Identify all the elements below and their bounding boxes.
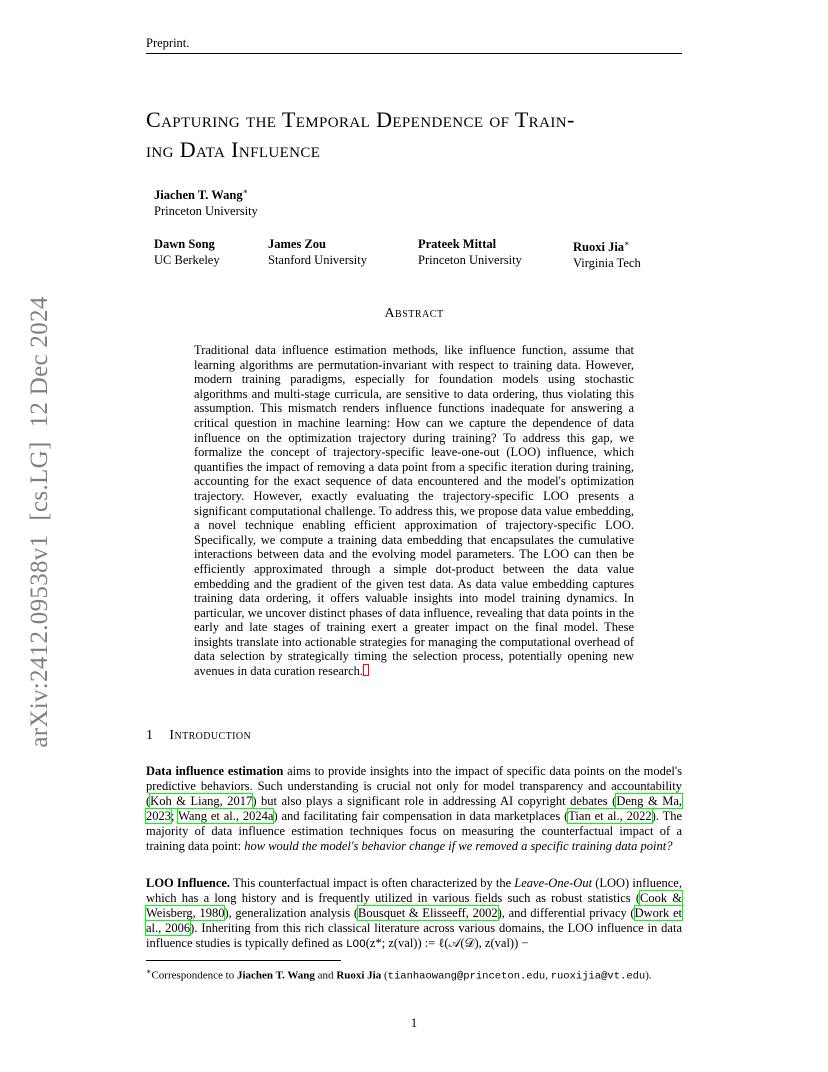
- author-block-first: [154, 184, 258, 219]
- email-link[interactable]: ruoxijia@vt.edu: [550, 970, 646, 983]
- arxiv-stamp: [26, 289, 54, 754]
- citation-link[interactable]: Koh & Liang, 2017: [150, 794, 253, 808]
- author-block: [268, 236, 367, 268]
- author-name: Ruoxi Jia: [573, 240, 625, 255]
- running-head: Preprint.: [146, 36, 190, 50]
- text-run: This counterfactual impact is often characterized by the: [230, 876, 515, 890]
- arxiv-date: 12 Dec 2024: [26, 296, 53, 428]
- text-run: ). The majority of data influence estimation techniques focus on measuring the counterfactual impact of a training data point:: [146, 809, 682, 853]
- author-block: [418, 236, 522, 268]
- italic-term: Leave-One-Out: [514, 876, 593, 890]
- footnote: [146, 965, 682, 984]
- abstract-body: Traditional data influence estimation methods, like influence function, assume that learning algorithms are permutation-invariant with respect to training data. However, modern training paradigms, especially for foundation models using stochastic algorithms and multi-stage curricula, are sensitive to data ordering, thus violating this assumption. This mismatch renders influence functions inadequate for answering a critical question in machine learning: How can we capture the dependence of data influence on the optimization trajectory during training? To address this gap, we formalize the concept of trajectory-specific leave-one-out (LOO) influence, which quantifies the impact of removing a data point from a specific iteration during training, accounting for the exact sequence of data encountered and the model's optimization trajectory. However, exactly evaluating the trajectory-specific LOO presents a significant computational challenge. To address this, we propose data value embedding, a novel technique enabling efficient approximation of trajectory-specific LOO. Specifically, we compute a training data embedding that encapsulates the cumulative interactions between data and the evolving model parameters. The LOO can then be efficiently approximated through a simple dot-product between the data value embedding and the gradient of the given test data. As data value embedding captures training data ordering, it offers valuable insights into model training dynamics. In particular, we uncover distinct phases of data influence, revealing that data points in the early and late stages of training exert a greater impact on the final model. These insights translate into actionable strategies for managing the computational overhead of data selection by strategically timing the selection process, potentially opening new avenues in data curation research.: [194, 343, 634, 679]
- text-run: ) but also plays a significant role in addressing AI copyright debates (: [252, 794, 617, 808]
- email-link[interactable]: tianhaowang@princeton.edu: [387, 970, 546, 983]
- author-affiliation: Princeton University: [154, 204, 258, 219]
- text-run: aims to provide insights into the impact of specific data points on the model's predictive behaviors. Such understanding is crucial not only for model transparency and accountability (: [146, 764, 682, 808]
- author-name: Jiachen T. Wang: [154, 188, 243, 203]
- text-run: ), and differential privacy (: [497, 906, 635, 920]
- arxiv-category: [cs.LG]: [26, 441, 53, 521]
- math-function: LOO: [345, 939, 366, 951]
- abstract-heading: Abstract: [384, 306, 444, 321]
- footnote-name: Jiachen T. Wang: [236, 969, 315, 982]
- footnote-mark: ∗: [146, 967, 152, 976]
- text-run: ).: [645, 969, 652, 982]
- intro-paragraph-1: [146, 764, 682, 854]
- math-expression: (z*; z(val)) := ℓ(𝒜(𝒟), z(val)) −: [365, 936, 529, 950]
- author-block: [154, 236, 220, 268]
- text-run: ). Inheriting from this rich classical literature across various domains, the LOO influence in data influence studies is typically defined as: [146, 921, 682, 950]
- text-run: (: [381, 969, 388, 982]
- footnote-rule: [146, 960, 341, 961]
- author-mark: ∗: [624, 239, 630, 248]
- abstract-text: [194, 343, 634, 679]
- header-rule: [146, 53, 682, 54]
- section-title: Introduction: [169, 728, 252, 743]
- intro-paragraph-2: [146, 876, 682, 953]
- author-block: [573, 236, 641, 271]
- title-line-1: Capturing the Temporal Dependence of Train-: [146, 107, 575, 132]
- footnote-link-box[interactable]: [363, 664, 369, 676]
- author-affiliation: Princeton University: [418, 253, 522, 267]
- section-number: 1: [146, 728, 154, 743]
- footnote-name: Ruoxi Jia: [336, 969, 382, 982]
- section-heading: [146, 728, 251, 744]
- text-run: ) and facilitating fair compensation in data marketplaces (: [273, 809, 569, 823]
- citation-link[interactable]: Bousquet & Elisseeff, 2002: [358, 906, 498, 920]
- text-run: and: [314, 969, 337, 982]
- paragraph-lead: Data influence estimation: [146, 764, 284, 778]
- page-number: 1: [410, 1016, 418, 1030]
- author-affiliation: Virginia Tech: [573, 256, 641, 271]
- author-affiliation: UC Berkeley: [154, 253, 220, 267]
- author-mark: ∗: [242, 187, 249, 196]
- citation-link[interactable]: Deng & Ma, 2023: [146, 794, 682, 823]
- citation-link[interactable]: Wang et al., 2024a: [178, 809, 274, 823]
- text-run: (LOO) influence, which has a long history and is frequently utilized in various fields such as robust statistics (: [146, 876, 682, 905]
- text-run: ), generalization analysis (: [224, 906, 359, 920]
- citation-link[interactable]: Cook & Weisberg, 1980: [146, 891, 682, 920]
- citation-link[interactable]: Dwork et al., 2006: [146, 906, 682, 935]
- text-run: ;: [171, 809, 179, 823]
- italic-question: how would the model's behavior change if we removed a specific training data point?: [244, 839, 673, 853]
- arxiv-id: arXiv:2412.09538v1: [26, 534, 53, 748]
- author-name: Prateek Mittal: [418, 237, 497, 251]
- author-name: James Zou: [268, 237, 326, 251]
- citation-link[interactable]: Tian et al., 2022: [568, 809, 652, 823]
- paper-title: [146, 105, 691, 165]
- text-run: ,: [545, 969, 551, 982]
- paragraph-lead: LOO Influence.: [146, 876, 231, 890]
- author-name: Dawn Song: [154, 237, 215, 251]
- text-run: Correspondence to: [151, 969, 237, 982]
- author-affiliation: Stanford University: [268, 253, 367, 267]
- title-line-2: ing Data Influence: [146, 137, 321, 162]
